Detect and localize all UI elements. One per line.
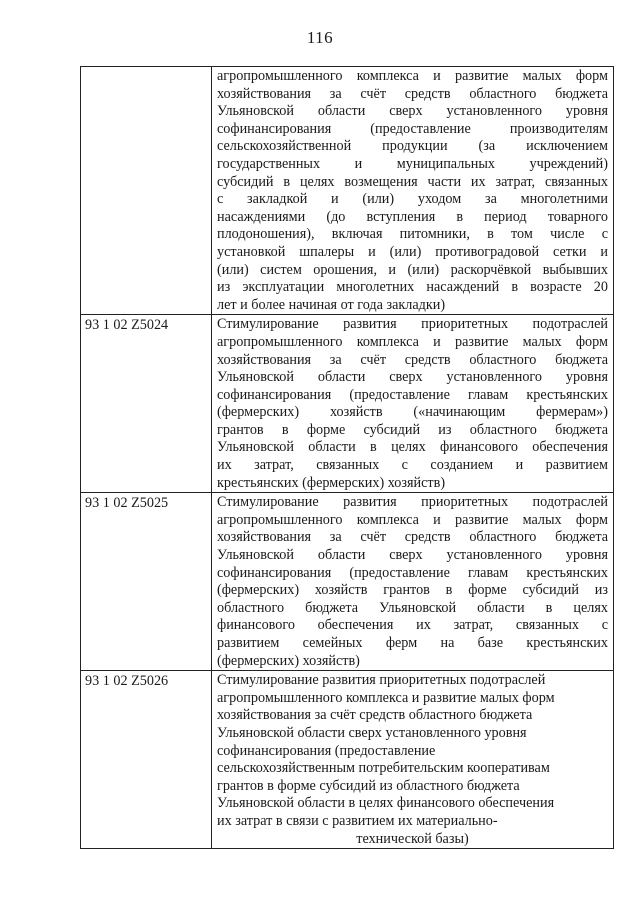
description-line: Ульяновской области сверх установленного уровня <box>217 547 608 564</box>
description-line: (фермерских) хозяйств («начинающим фермерам») <box>217 404 608 421</box>
description-line: софинансирования (предоставление производителям <box>217 120 608 137</box>
description-line: плодоношения), включая питомники, в том числе с <box>217 226 608 243</box>
description-line: софинансирования (предоставление главам крестьянских <box>217 564 608 581</box>
description-line: технической базы) <box>356 830 469 847</box>
description-line: сельскохозяйственной продукции (за исключением <box>217 138 608 155</box>
description-line: их затрат в связи с развитием их материально- <box>217 812 498 829</box>
description-line: агропромышленного комплекса и развитие малых форм <box>217 68 608 84</box>
description-line: Ульяновской области сверх установленного уровня <box>217 369 608 386</box>
description-line: хозяйствования за счёт средств областного бюджета <box>217 707 533 724</box>
expense-description <box>212 671 614 849</box>
description-line: софинансирования (предоставление главам крестьянских <box>217 386 608 403</box>
description-line: с закладкой и (или) уходом за многолетними <box>217 191 608 208</box>
description-line: Стимулирование развития приоритетных подотраслей <box>217 672 546 689</box>
description-line: финансового обеспечения их затрат, связанных с <box>217 617 608 634</box>
description-line: развитием семейных ферм на базе крестьянских <box>217 635 608 651</box>
page-number: 116 <box>306 28 334 47</box>
description-line: (фермерских) хозяйств) <box>217 652 360 669</box>
expense-description <box>212 315 614 493</box>
description-line: из эксплуатации многолетних насаждений в возрасте 20 <box>217 279 608 296</box>
table-row <box>81 493 614 671</box>
expense-description <box>212 493 614 671</box>
description-line: их затрат, связанных с созданием и развитием <box>217 457 608 474</box>
description-line: хозяйствования за счёт средств областного бюджета <box>217 529 608 546</box>
description-line: Ульяновской области сверх установленного уровня <box>217 724 527 741</box>
description-line: государственных и муниципальных учреждений) <box>217 155 608 172</box>
description-line: агропромышленного комплекса и развитие малых форм <box>217 511 608 528</box>
description-line: крестьянских (фермерских) хозяйств) <box>217 474 446 491</box>
description-line: Стимулирование развития приоритетных подотраслей <box>217 494 608 511</box>
description-line: агропромышленного комплекса и развитие малых форм <box>217 689 555 706</box>
description-line: насаждениями (до вступления в период товарного <box>217 208 608 225</box>
description-line: субсидий в целях возмещения части их затрат, связанных <box>217 173 608 190</box>
description-line: областного бюджета Ульяновской области в целях <box>217 599 608 616</box>
table-row <box>81 671 614 849</box>
description-line: лет и более начиная от года закладки) <box>217 296 446 313</box>
description-line: грантов в форме субсидий из областного бюджета <box>217 777 520 794</box>
description-line: сельскохозяйственным потребительским кооперативам <box>217 760 550 777</box>
description-line: хозяйствования за счёт средств областного бюджета <box>217 351 608 368</box>
description-line: грантов в форме субсидий из областного бюджета <box>217 421 608 438</box>
description-line: агропромышленного комплекса и развитие малых форм <box>217 333 608 350</box>
classification-code: 93 1 02 Z5026 <box>81 671 212 849</box>
description-line: установкой шпалеры и (или) противоградовой сетки и <box>217 243 608 260</box>
description-line: (или) систем орошения, и (или) раскорчёвкой выбывших <box>217 261 608 278</box>
table-body <box>81 67 614 849</box>
description-line: Ульяновской области в целях финансового обеспечения <box>217 795 555 812</box>
description-line: Ульяновской области в целях финансового обеспечения <box>217 439 608 456</box>
classification-code: 93 1 02 Z5025 <box>81 493 212 671</box>
description-line: софинансирования (предоставление <box>217 742 436 759</box>
table-row <box>81 67 614 315</box>
description-line: Ульяновской области сверх установленного уровня <box>217 103 608 120</box>
table-row <box>81 315 614 493</box>
description-line: (фермерских) хозяйств грантов в форме субсидий из <box>217 582 608 599</box>
budget-classification-table <box>80 66 614 849</box>
description-line: Стимулирование развития приоритетных подотраслей <box>217 316 608 333</box>
classification-code <box>81 67 212 315</box>
description-line: хозяйствования за счёт средств областного бюджета <box>217 85 608 102</box>
expense-description <box>212 67 614 315</box>
classification-code: 93 1 02 Z5024 <box>81 315 212 493</box>
